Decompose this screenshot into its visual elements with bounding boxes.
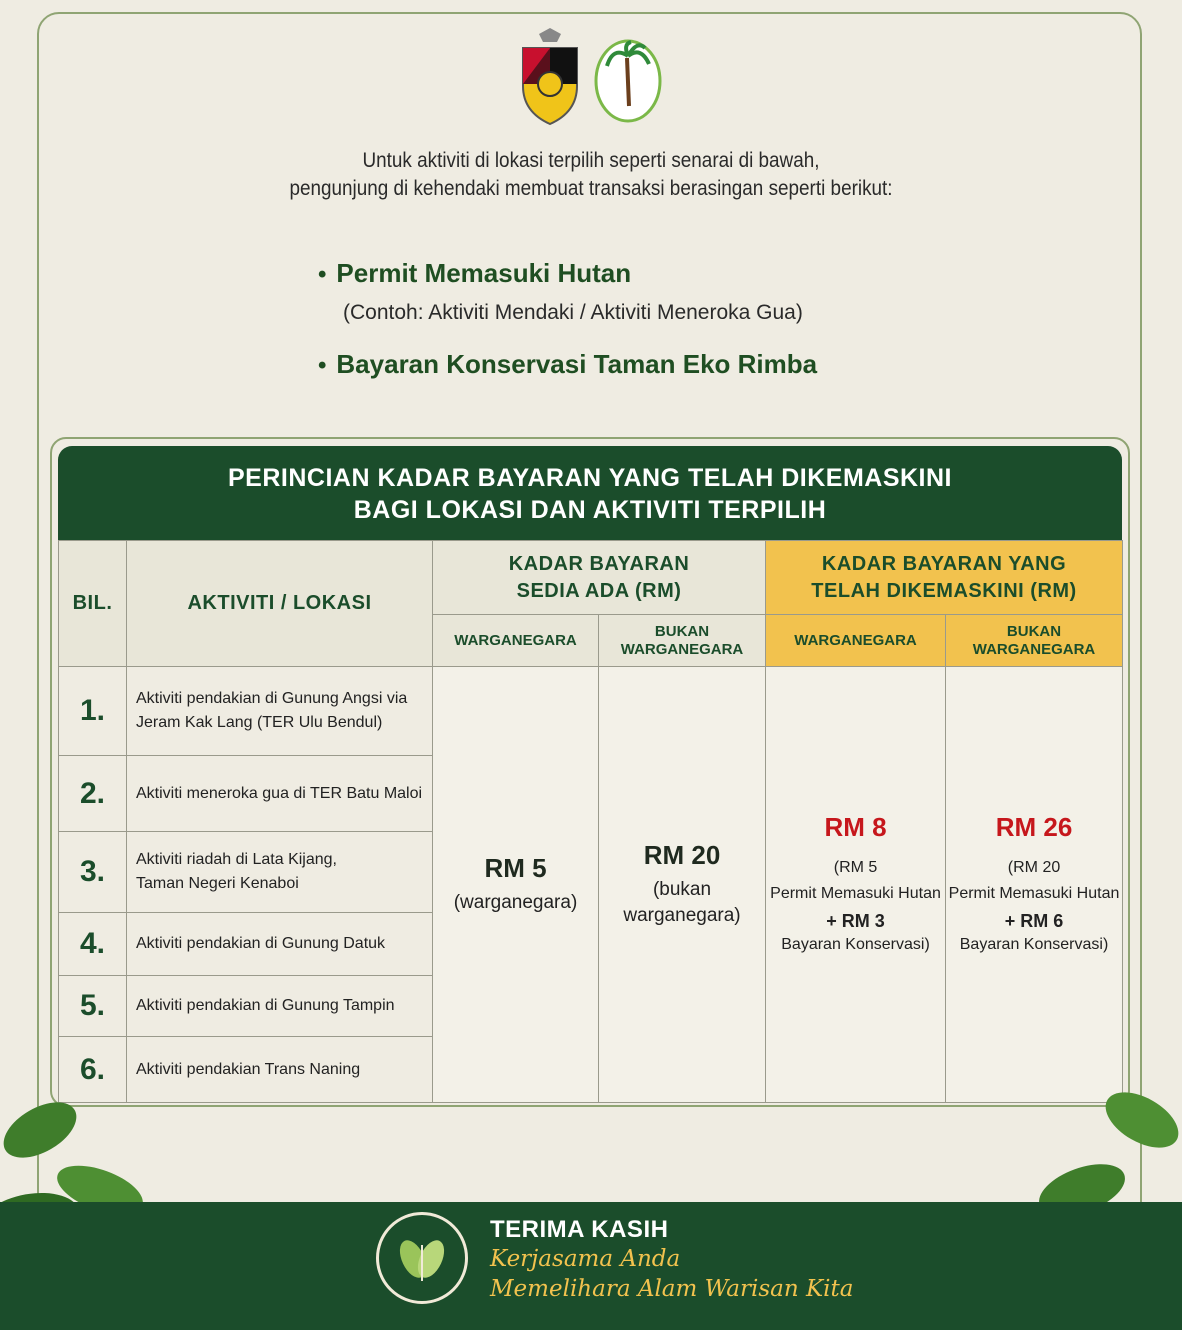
row-activity [127, 756, 433, 832]
intro-line-1: Untuk aktiviti di lokasi terpilih seperti senarai di bawah, [362, 149, 820, 172]
row-activity-line-1: Aktiviti pendakian di Gunung Datuk [136, 935, 386, 952]
subheader-citizen-updated: WARGANEGARA [766, 615, 946, 667]
header-bil: BIL. [59, 541, 127, 667]
row-activity [127, 976, 433, 1037]
updated-citizen-breakdown-3: + RM 3 [826, 910, 885, 931]
updated-noncitizen-amount: RM 26 [995, 811, 1073, 842]
header-updated-line-1: KADAR BAYARAN YANG [821, 552, 1067, 575]
bullet-note: (Contoh: Aktiviti Mendaki / Aktiviti Meneroka Gua) [343, 301, 803, 324]
subheader-noncitizen-updated-line-2: WARGANEGARA [972, 640, 1096, 658]
header-existing-rate [433, 541, 766, 615]
header-existing-line-1: KADAR BAYARAN [508, 552, 690, 575]
updated-noncitizen-breakdown-3: + RM 6 [1004, 910, 1064, 931]
row-number: 6. [59, 1037, 127, 1103]
table-row [59, 667, 1123, 756]
bullet-title: Bayaran Konservasi Taman Eko Rimba [336, 349, 818, 379]
rates-table-title [58, 446, 1122, 540]
bullet-list [318, 258, 958, 380]
header-activity: AKTIVITI / LOKASI [127, 541, 433, 667]
existing-citizen-amount: RM 5 [484, 853, 547, 883]
bullet-dot-icon: • [318, 352, 327, 379]
subheader-citizen: WARGANEGARA [433, 615, 599, 667]
subheader-noncitizen-line-2: WARGANEGARA [620, 640, 744, 658]
row-number: 2. [59, 756, 127, 832]
existing-noncitizen-amount: RM 20 [643, 840, 721, 870]
thanks-title: TERIMA KASIH [490, 1216, 669, 1243]
updated-noncitizen-rate [946, 667, 1123, 1103]
intro-text [0, 147, 1182, 203]
existing-noncitizen-note-1: (bukan [652, 879, 712, 900]
row-number: 1. [59, 667, 127, 756]
state-crest-logo [519, 26, 581, 126]
row-activity-line-1: Aktiviti riadah di Lata Kijang, [136, 851, 337, 868]
existing-citizen-note: (warganegara) [453, 892, 578, 913]
row-activity-line-1: Aktiviti meneroka gua di TER Batu Maloi [136, 784, 423, 802]
subheader-noncitizen-updated [946, 615, 1123, 667]
subheader-noncitizen-updated-line-1: BUKAN [1006, 622, 1062, 640]
row-activity-line-1: Aktiviti pendakian di Gunung Tampin [136, 997, 395, 1014]
leaf-icon [379, 1215, 465, 1301]
intro-line-2: pengunjung di kehendaki membuat transaksi berasingan seperti berikut: [289, 177, 893, 200]
updated-noncitizen-breakdown-2: Permit Memasuki Hutan [948, 884, 1120, 902]
updated-citizen-amount: RM 8 [824, 811, 887, 842]
thanks-line-2: Memelihara Alam Warisan Kita [490, 1276, 854, 1302]
updated-noncitizen-breakdown-1: (RM 20 [1007, 858, 1061, 876]
row-activity-line-1: Aktiviti pendakian Trans Naning [136, 1060, 361, 1078]
rates-table [58, 540, 1123, 1103]
updated-citizen-rate [766, 667, 946, 1103]
header-updated-rate [766, 541, 1123, 615]
row-number: 4. [59, 913, 127, 976]
updated-citizen-breakdown-2: Permit Memasuki Hutan [770, 884, 941, 902]
row-activity [127, 832, 433, 913]
row-number: 3. [59, 832, 127, 913]
thanks-text [490, 1216, 853, 1304]
bullet-item [318, 349, 958, 380]
rates-title-line-1: PERINCIAN KADAR BAYARAN YANG TELAH DIKEMASKINI [227, 464, 952, 492]
forestry-department-logo [593, 26, 663, 126]
leaf-badge [376, 1212, 468, 1304]
row-activity [127, 913, 433, 976]
row-number: 5. [59, 976, 127, 1037]
header-existing-line-2: SEDIA ADA (RM) [516, 579, 682, 602]
row-activity-line-2: Taman Negeri Kenaboi [136, 875, 299, 892]
row-activity-line-2: Jeram Kak Lang (TER Ulu Bendul) [136, 714, 383, 731]
thanks-line-1: Kerjasama Anda [490, 1246, 681, 1272]
updated-noncitizen-breakdown-4: Bayaran Konservasi) [959, 935, 1109, 953]
rates-title-line-2: BAGI LOKASI DAN AKTIVITI TERPILIH [353, 496, 827, 524]
subheader-noncitizen [599, 615, 766, 667]
existing-noncitizen-note-2: warganegara) [623, 905, 741, 926]
bullet-dot-icon: • [318, 261, 327, 288]
existing-noncitizen-rate [599, 667, 766, 1103]
existing-citizen-rate [433, 667, 599, 1103]
subheader-noncitizen-line-1: BUKAN [654, 622, 710, 640]
updated-citizen-breakdown-4: Bayaran Konservasi) [781, 935, 930, 953]
bullet-item [318, 258, 958, 289]
logo-row [0, 26, 1182, 126]
updated-citizen-breakdown-1: (RM 5 [833, 858, 878, 876]
row-activity [127, 667, 433, 756]
bullet-title: Permit Memasuki Hutan [336, 258, 632, 288]
row-activity-line-1: Aktiviti pendakian di Gunung Angsi via [136, 690, 408, 707]
header-updated-line-2: TELAH DIKEMASKINI (RM) [811, 579, 1077, 602]
